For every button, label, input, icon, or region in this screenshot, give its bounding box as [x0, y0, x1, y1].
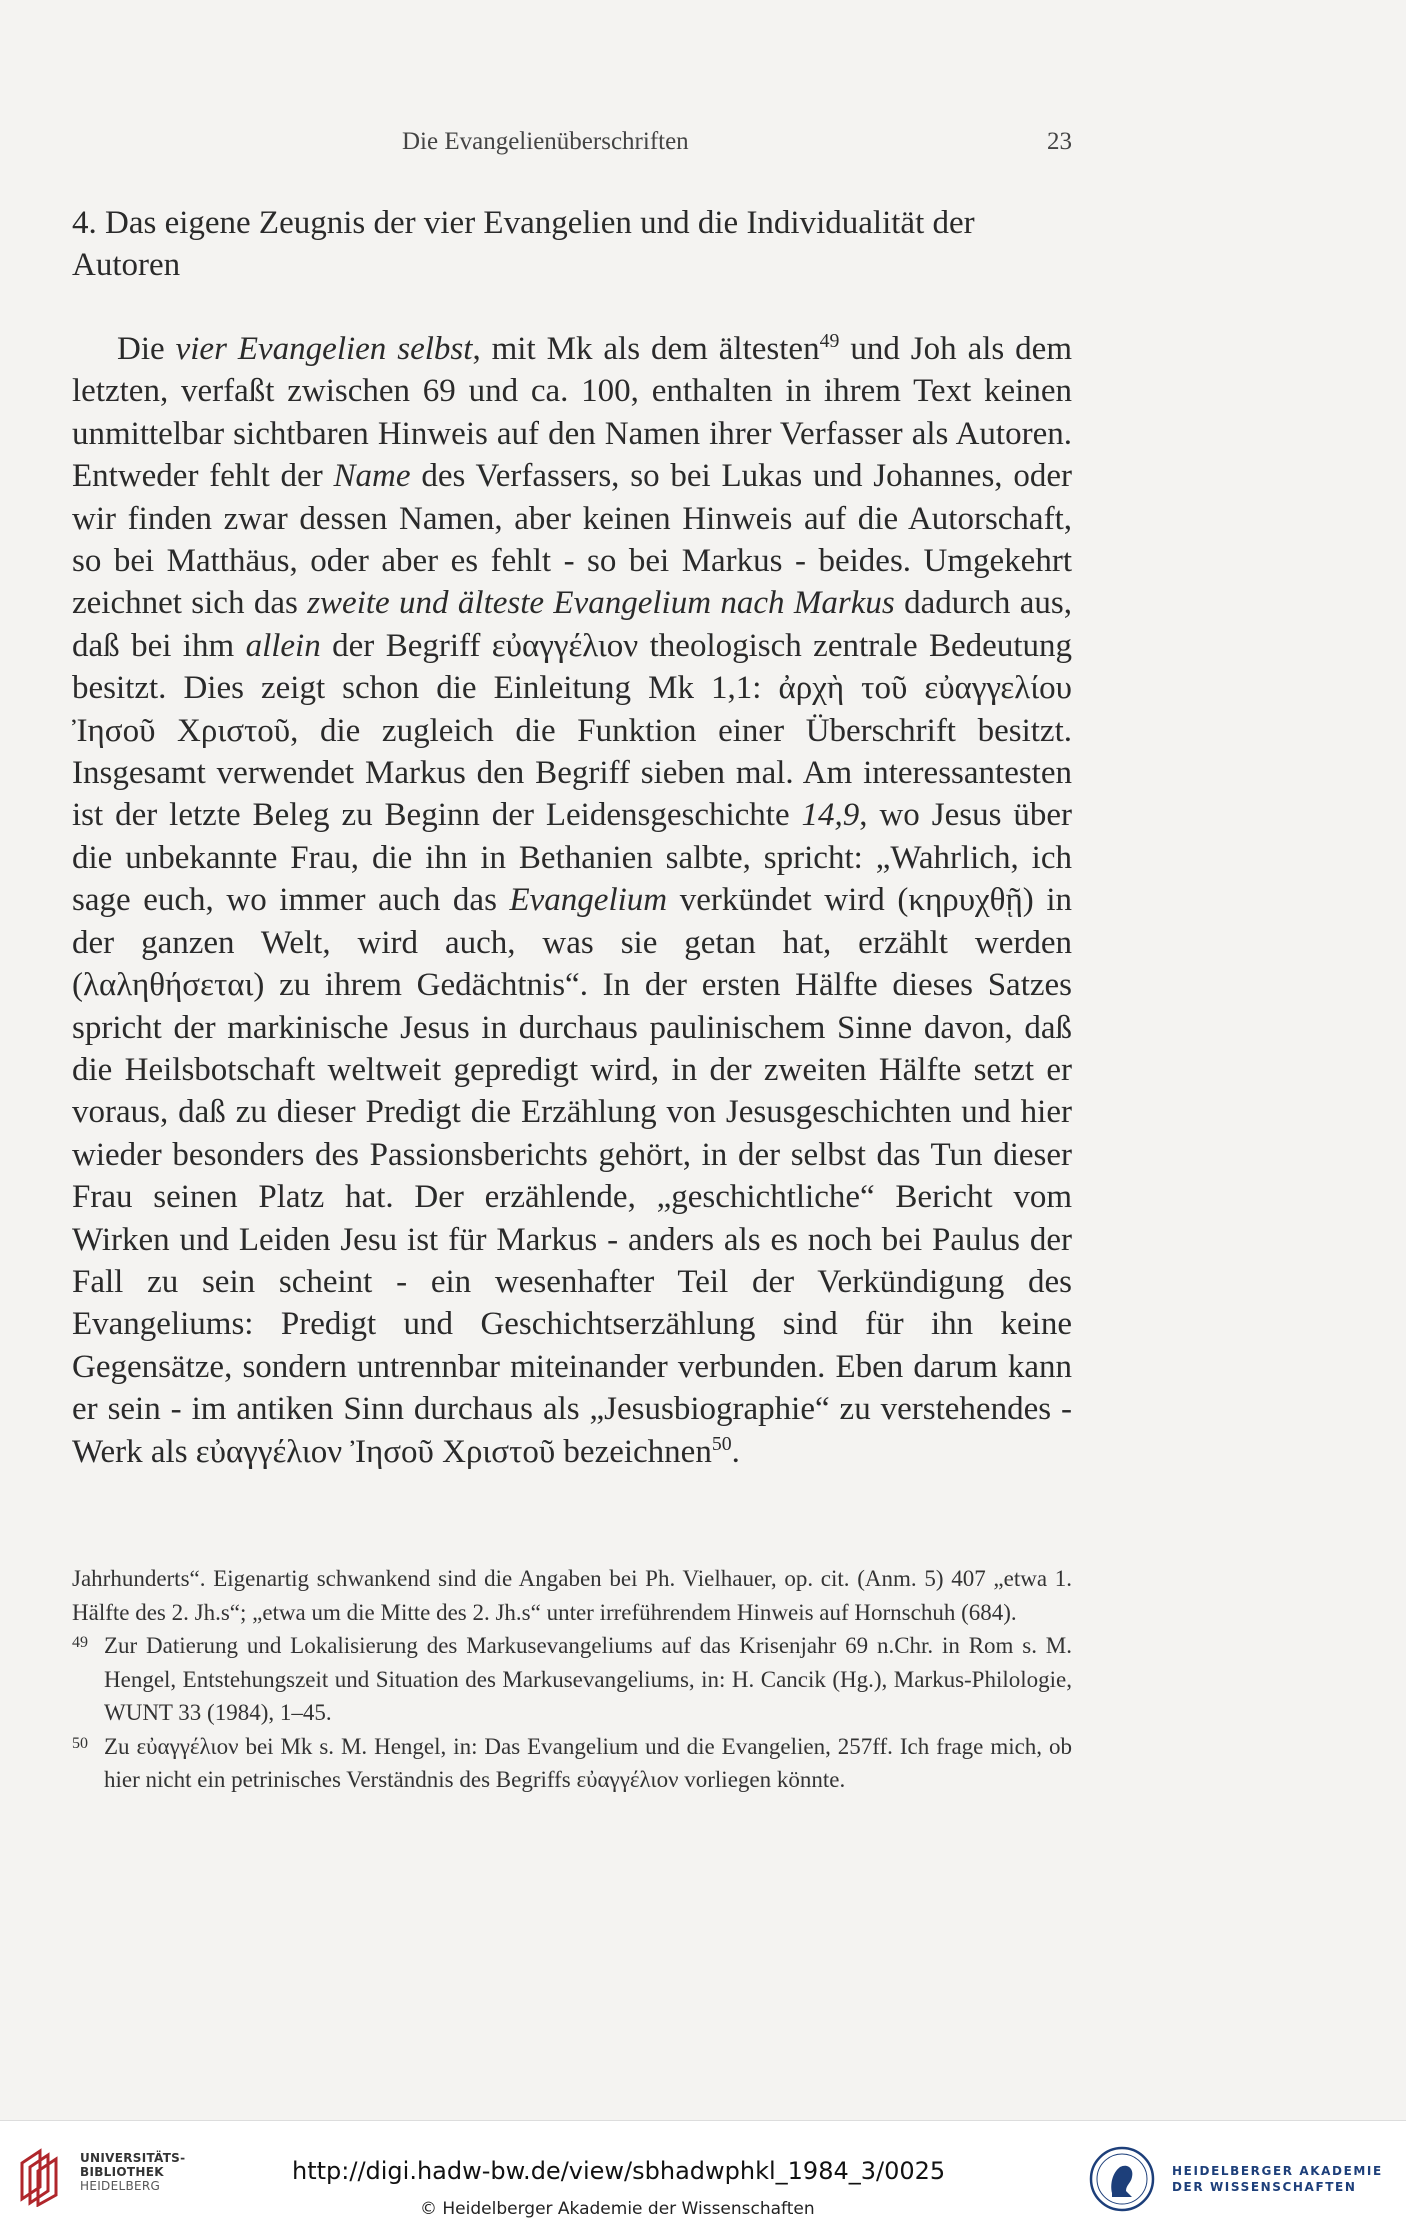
footnote-ref-50[interactable]: 50	[711, 1432, 732, 1455]
academy-seal-icon[interactable]	[1082, 2145, 1162, 2213]
library-line: UNIVERSITÄTS-	[80, 2151, 186, 2165]
running-header	[72, 128, 1072, 162]
footnote-continuation: Jahrhunderts“. Eigenartig schwankend sind die Angaben bei Ph. Vielhauer, op. cit. (Anm. 5) 407 „etwa 1. Hälfte des 2. Jh.s“; „etwa um die Mitte des 2. Jh.s“ unter irreführendem Hinweis auf Hornschuh (684).	[72, 1566, 1072, 1625]
emphasis: vier Evangelien selbst	[175, 331, 473, 367]
library-line: BIBLIOTHEK	[80, 2165, 164, 2179]
university-library-logo-icon[interactable]	[14, 2143, 78, 2207]
emphasis: allein	[245, 627, 321, 664]
academy-line: DER WISSENSCHAFTEN	[1172, 2180, 1357, 2194]
footnote-ref-49[interactable]: 49	[819, 330, 840, 352]
text-run: des Verfassers, so bei Lukas und Johannes, oder wir finden zwar dessen Namen, aber keinen Hinweis auf die Autorschaft, so bei Matthäus, oder aber es fehlt - so bei Markus - beides. Umgekehrt zeichnet sich das	[72, 458, 1072, 622]
text-run: , wo Jesus über die unbekannte Frau, die ihn in Bethanien salbte, spricht: „Wahrlich, ich sage euch, wo immer auch das	[72, 797, 1072, 919]
text-run: der Begriff εὐαγγέλιον theologisch zentrale Bedeutung besitzt. Dies zeigt schon die Einleitung Mk 1,1: ἀρχὴ τοῦ εὐαγγελίου Ἰησοῦ Χριστοῦ, die zugleich die Funktion einer Überschrift besitzt. Insgesamt verwendet Markus den Begriff sieben mal. Am interessantesten ist der letzte Beleg zu Beginn der Leidensgeschichte	[72, 627, 1072, 834]
text-run: Die	[117, 331, 176, 367]
emphasis: zweite und älteste Evangelium nach Markus	[307, 585, 895, 622]
copyright-notice: © Heidelberger Akademie der Wissenschaften	[420, 2199, 815, 2219]
text-run: , mit Mk als dem ältesten	[472, 331, 820, 367]
footnote-text: Zur Datierung und Lokalisierung des Markusevangeliums auf das Krisenjahr 69 n.Chr. in Rom s. M. Hengel, Entstehungszeit und Situation des Markusevangeliums, in: H. Cancik (Hg.), Markus-Philologie, WUNT 33 (1984), 1–45.	[104, 1633, 1072, 1725]
emphasis: Evangelium	[509, 882, 668, 919]
university-library-name	[80, 2151, 185, 2193]
footnotes	[72, 1562, 1072, 1797]
section-heading: 4. Das eigene Zeugnis der vier Evangelien und die Individualität der Autoren	[72, 205, 975, 283]
digitization-footer	[0, 2120, 1406, 2228]
main-text	[72, 328, 1072, 1473]
text-run: .	[731, 1433, 740, 1470]
text-run: verkündet wird (κηρυχθῇ) in der ganzen Welt, wird auch, was sie getan hat, erzählt werden (λαληθήσεται) zu ihrem Gedächtnis“. In der ersten Hälfte dieses Satzes spricht der markinische Jesus in durchaus paulinischem Sinne davon, daß die Heilsbotschaft weltweit gepredigt wird, in der zweiten Hälfte setzt er voraus, daß zu dieser Predigt die Erzählung von Jesusgeschichten und hier wieder besonders des Passionsberichts gehört, in der selbst das Tun dieser Frau seinen Platz hat. Der erzählende, „geschichtliche“ Bericht vom Wirken und Leiden Jesu ist für Markus - anders als es noch bei Paulus der Fall zu sein scheint - ein wesenhafter Teil der Verkündigung des Evangeliums: Predigt und Geschichtserzählung sind für ihn keine Gegensätze, sondern untrennbar miteinander verbunden. Eben darum kann er sein - im antiken Sinn durchaus als „Jesusbiographie“ zu verstehendes - Werk als εὐαγγέλιον Ἰησοῦ Χριστοῦ bezeichnen	[72, 882, 1072, 1470]
permalink-link[interactable]: http://digi.hadw-bw.de/view/sbhadwphkl_1984_3/0025	[292, 2157, 946, 2185]
body-paragraph	[72, 328, 1072, 1473]
emphasis: Name	[333, 458, 411, 495]
emphasis: 14,9	[801, 797, 860, 834]
page-number: 23	[1047, 128, 1072, 155]
academy-line: HEIDELBERGER AKADEMIE	[1172, 2164, 1383, 2178]
running-header-title: Die Evangelienüberschriften	[402, 128, 689, 155]
footnote-text: Zu εὐαγγέλιον bei Mk s. M. Hengel, in: Das Evangelium und die Evangelien, 257ff. Ich frage mich, ob hier nicht ein petrinisches Verständnis des Begriffs εὐαγγέλιον vorliegen könnte.	[104, 1733, 1072, 1792]
footnote-50: 50 Zu εὐαγγέλιον bei Mk s. M. Hengel, in: Das Evangelium und die Evangelien, 257ff. Ich frage mich, ob hier nicht ein petrinisches Verständnis des Begriffs εὐαγγέλιον vorliegen könnte.	[72, 1733, 1072, 1792]
academy-name	[1172, 2163, 1383, 2195]
library-line: HEIDELBERG	[80, 2179, 161, 2193]
text-run: und Joh als dem letzten, verfaßt zwischen 69 und ca. 100, enthalten in ihrem Text keinen unmittelbar sichtbaren Hinweis auf den Namen ihrer Verfasser als Autoren. Entweder fehlt der	[72, 331, 1072, 495]
text-run: dadurch aus, daß bei ihm	[72, 585, 1073, 664]
footnote-49: 49 Zur Datierung und Lokalisierung des Markusevangeliums auf das Krisenjahr 69 n.Chr. in Rom s. M. Hengel, Entstehungszeit und Situation des Markusevangeliums, in: H. Cancik (Hg.), Markus-Philologie, WUNT 33 (1984), 1–45.	[72, 1633, 1072, 1725]
